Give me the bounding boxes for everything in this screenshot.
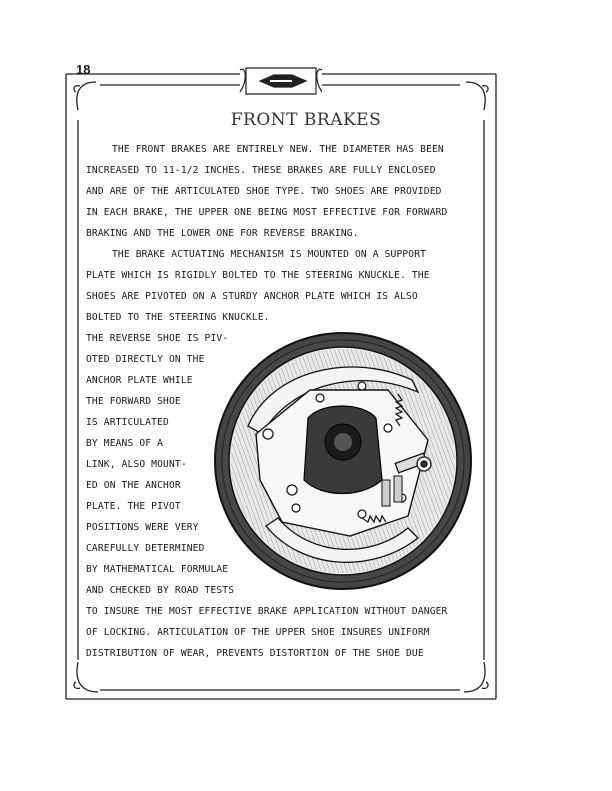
text-line: IS ARTICULATED [86, 417, 169, 428]
text-line: ANCHOR PLATE WHILE [86, 375, 193, 386]
text-line: AND ARE OF THE ARTICULATED SHOE TYPE. TWO SHOES ARE PROVIDED [86, 186, 442, 197]
text-line: INCREASED TO 11-1/2 INCHES. THESE BRAKES ARE FULLY ENCLOSED [86, 165, 436, 176]
text-line: LINK, ALSO MOUNT- [86, 459, 187, 470]
text-line: BOLTED TO THE STEERING KNUCKLE. [86, 312, 270, 323]
text-line: THE BRAKE ACTUATING MECHANISM IS MOUNTED ON A SUPPORT [112, 249, 427, 260]
text-line: THE FRONT BRAKES ARE ENTIRELY NEW. THE DIAMETER HAS BEEN [112, 144, 444, 155]
page-title: FRONT BRAKES [230, 110, 382, 130]
text-line: IN EACH BRAKE, THE UPPER ONE BEING MOST EFFECTIVE FOR FORWARD [86, 207, 448, 218]
text-line: ED ON THE ANCHOR [86, 480, 181, 491]
chevrolet-bowtie-emblem [240, 68, 322, 94]
text-line: THE REVERSE SHOE IS PIV- [86, 333, 229, 344]
text-line: PLATE WHICH IS RIGIDLY BOLTED TO THE STEERING KNUCKLE. THE [86, 270, 430, 281]
text-line: SHOES ARE PIVOTED ON A STURDY ANCHOR PLATE WHICH IS ALSO [86, 291, 418, 302]
brake-assembly-illustration [212, 330, 474, 592]
text-line: AND CHECKED BY ROAD TESTS [86, 585, 235, 596]
text-line: BRAKING AND THE LOWER ONE FOR REVERSE BRAKING. [86, 228, 359, 239]
text-line: THE FORWARD SHOE [86, 396, 181, 407]
page-number: 18 [76, 62, 91, 77]
text-line: TO INSURE THE MOST EFFECTIVE BRAKE APPLICATION WITHOUT DANGER [86, 606, 448, 617]
text-line: PLATE. THE PIVOT [86, 501, 181, 512]
text-line: BY MEANS OF A [86, 438, 164, 449]
text-line: OTED DIRECTLY ON THE [86, 354, 205, 365]
text-line: DISTRIBUTION OF WEAR, PREVENTS DISTORTION OF THE SHOE DUE [86, 648, 424, 659]
text-line: CAREFULLY DETERMINED [86, 543, 205, 554]
text-line: BY MATHEMATICAL FORMULAE [86, 564, 229, 575]
text-line: OF LOCKING. ARTICULATION OF THE UPPER SHOE INSURES UNIFORM [86, 627, 430, 638]
text-line: POSITIONS WERE VERY [86, 522, 199, 533]
